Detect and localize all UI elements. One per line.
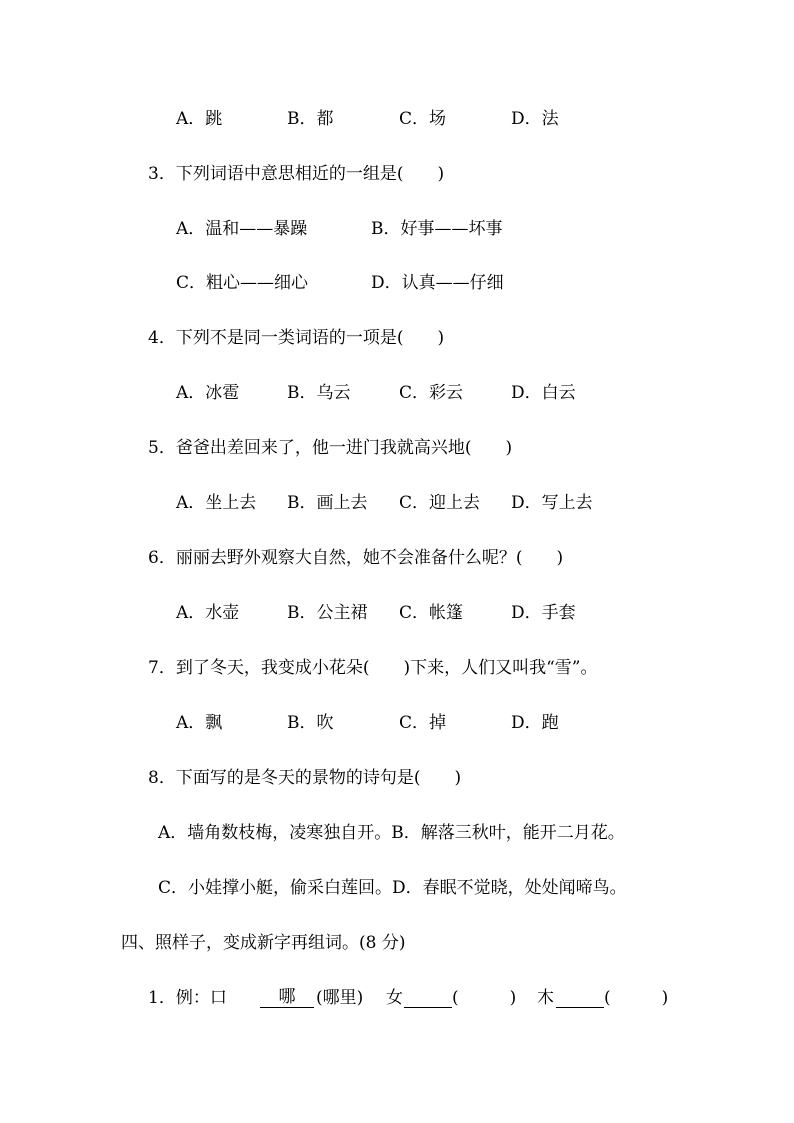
item2-paren: ( ) <box>604 988 669 1008</box>
q6-option-b: B．公主裙 <box>287 603 368 623</box>
q2-option-c: C．场 <box>399 109 447 129</box>
q3-option-c: C．粗心——细心 <box>176 273 309 293</box>
q4-stem: 4．下列不是同一类词语的一项是( ) <box>148 328 445 348</box>
q3-option-d: D．认真——仔细 <box>371 273 504 293</box>
q5-option-a: A．坐上去 <box>176 493 257 513</box>
q7-option-d: D．跑 <box>511 713 559 733</box>
q6-option-d: D．手套 <box>511 603 576 623</box>
q7-option-c: C．掉 <box>399 713 447 733</box>
q4-option-a: A．冰雹 <box>176 383 240 403</box>
q5-stem: 5．爸爸出差回来了，他一进门我就高兴地( ) <box>148 438 513 458</box>
q4-option-d: D．白云 <box>511 383 576 403</box>
q7-option-a: A．飘 <box>176 713 223 733</box>
q6-stem: 6．丽丽去野外观察大自然，她不会准备什么呢？( ) <box>148 548 564 568</box>
item2-char: 木 <box>537 988 554 1008</box>
q5-option-c: C．迎上去 <box>399 493 481 513</box>
q5-option-d: D．写上去 <box>511 493 593 513</box>
example-new-char: 哪 <box>260 987 314 1008</box>
item2-blank[interactable] <box>556 987 604 1008</box>
q7-option-b: B．吹 <box>287 713 334 733</box>
item1-paren: ( ) <box>452 988 517 1008</box>
q3-option-a: A．温和——暴躁 <box>176 219 308 239</box>
q2-option-a: A．跳 <box>176 109 223 129</box>
q3-stem: 3．下列词语中意思相近的一组是( ) <box>148 164 445 184</box>
q4-option-c: C．彩云 <box>399 383 464 403</box>
q2-option-d: D．法 <box>511 109 559 129</box>
q6-option-c: C．帐篷 <box>399 603 464 623</box>
section4-title: 四、照样子，变成新字再组词。(8 分) <box>121 933 406 953</box>
item1-blank[interactable] <box>404 987 452 1008</box>
q8-stem: 8．下面写的是冬天的景物的诗句是( ) <box>148 768 462 788</box>
q7-stem: 7．到了冬天，我变成小花朵( )下来，人们又叫我“雪”。 <box>148 658 598 678</box>
example-label: 1．例：口 <box>148 988 227 1008</box>
q3-option-b: B．好事——坏事 <box>371 219 503 239</box>
q6-option-a: A．水壶 <box>176 603 240 623</box>
example-word: (哪里) <box>316 988 364 1008</box>
q2-option-b: B．都 <box>287 109 334 129</box>
q8-options-row2: C．小娃撑小艇，偷采白莲回。D．春眠不觉晓，处处闻啼鸟。 <box>158 878 627 898</box>
q5-option-b: B．画上去 <box>287 493 368 513</box>
item1-char: 女 <box>386 988 403 1008</box>
q4-option-b: B．乌云 <box>287 383 351 403</box>
q8-options-row1: A．墙角数枝梅，凌寒独自开。B．解落三秋叶，能开二月花。 <box>158 823 625 843</box>
